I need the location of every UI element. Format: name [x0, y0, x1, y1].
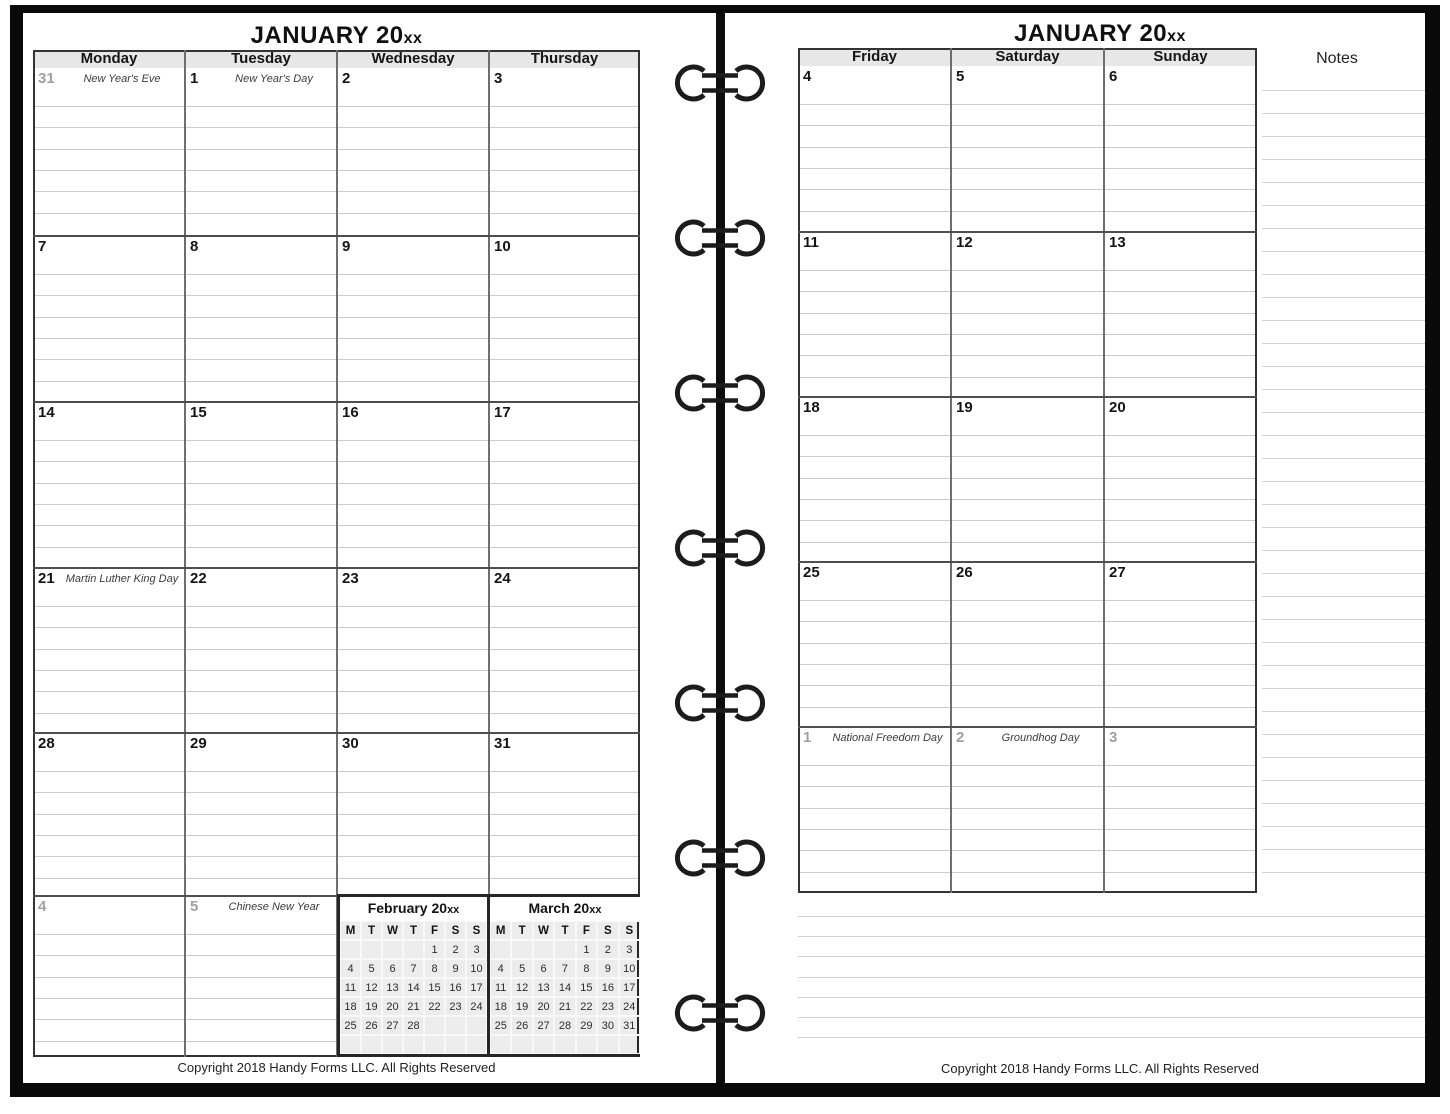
- notes-rule-line: [1262, 872, 1428, 873]
- day-number: 4: [38, 898, 47, 915]
- mini-day-11: 11: [490, 978, 511, 997]
- notes-rule-line: [1262, 136, 1428, 137]
- notes-rule-line: [1262, 435, 1428, 436]
- notes-rule-line: [1262, 366, 1428, 367]
- day-header-tuesday: Tuesday: [185, 50, 337, 68]
- mini-day-6: 6: [382, 959, 403, 978]
- mini-day-header: T: [403, 921, 424, 940]
- mini-day-empty: [511, 1035, 532, 1054]
- binder-ring-icon: [668, 838, 772, 878]
- mini-day-empty: [361, 1035, 382, 1054]
- binder-ring-icon: [668, 683, 772, 723]
- bottom-rule-line: [798, 977, 1428, 978]
- mini-calendar-grid: [490, 921, 640, 1054]
- day-number: 26: [956, 564, 973, 581]
- mini-day-empty: [340, 1035, 361, 1054]
- day-number: 30: [342, 735, 359, 752]
- mini-day-14: 14: [403, 978, 424, 997]
- bottom-rule-line: [798, 1017, 1428, 1018]
- day-cell-1: [798, 727, 951, 893]
- mini-day-empty: [382, 1035, 403, 1054]
- day-cell-14: [33, 402, 185, 568]
- mini-calendar-march: [487, 897, 640, 1054]
- bottom-rule-line: [798, 936, 1428, 937]
- left-copyright: Copyright 2018 Handy Forms LLC. All Rights Reserved: [177, 1060, 496, 1075]
- mini-day-30: 30: [597, 1016, 618, 1035]
- notes-rule-line: [1262, 504, 1428, 505]
- mini-day-header: F: [424, 921, 445, 940]
- notes-rule-line: [1262, 297, 1428, 298]
- mini-day-23: 23: [445, 997, 466, 1016]
- notes-rule-line: [1262, 458, 1428, 459]
- day-cell-23: [337, 568, 489, 733]
- holiday-label: Chinese New Year: [228, 901, 320, 913]
- mini-day-19: 19: [361, 997, 382, 1016]
- day-header-sunday: Sunday: [1104, 48, 1257, 66]
- mini-day-13: 13: [533, 978, 554, 997]
- notes-rule-line: [1262, 412, 1428, 413]
- binder-ring-icon: [668, 993, 772, 1033]
- mini-day-empty: [466, 1035, 487, 1054]
- mini-day-21: 21: [554, 997, 575, 1016]
- mini-day-1: 1: [424, 940, 445, 959]
- mini-day-28: 28: [554, 1016, 575, 1035]
- mini-day-27: 27: [533, 1016, 554, 1035]
- binder-ring-icon: [668, 373, 772, 413]
- mini-day-empty: [554, 940, 575, 959]
- mini-day-header: S: [619, 921, 640, 940]
- mini-calendar-title: March 20xx: [490, 897, 640, 921]
- mini-day-4: 4: [490, 959, 511, 978]
- notes-rule-line: [1262, 205, 1428, 206]
- bottom-rule-line: [798, 916, 1428, 917]
- day-number: 14: [38, 404, 55, 421]
- day-number: 1: [190, 70, 199, 87]
- day-number: 4: [803, 68, 812, 85]
- day-header-wednesday: Wednesday: [337, 50, 489, 68]
- notes-rule-line: [1262, 320, 1428, 321]
- notes-rule-line: [1262, 665, 1428, 666]
- day-cell-13: [1104, 232, 1257, 397]
- day-cell-29: [185, 733, 337, 896]
- day-cell-11: [798, 232, 951, 397]
- mini-day-2: 2: [445, 940, 466, 959]
- day-cell-27: [1104, 562, 1257, 727]
- mini-day-18: 18: [340, 997, 361, 1016]
- bottom-rule-line: [798, 956, 1428, 957]
- day-header-thursday: Thursday: [489, 50, 640, 68]
- mini-day-28: 28: [403, 1016, 424, 1035]
- mini-day-20: 20: [533, 997, 554, 1016]
- day-cell-7: [33, 236, 185, 402]
- mini-day-header: W: [533, 921, 554, 940]
- day-cell-25: [798, 562, 951, 727]
- mini-day-12: 12: [511, 978, 532, 997]
- notes-rule-line: [1262, 90, 1428, 91]
- mini-day-empty: [576, 1035, 597, 1054]
- notes-rule-line: [1262, 688, 1428, 689]
- day-cell-17: [489, 402, 640, 568]
- day-cell-8: [185, 236, 337, 402]
- day-cell-22: [185, 568, 337, 733]
- mini-day-10: 10: [619, 959, 640, 978]
- mini-day-25: 25: [340, 1016, 361, 1035]
- day-cell-9: [337, 236, 489, 402]
- mini-day-21: 21: [403, 997, 424, 1016]
- day-cell-4: [798, 66, 951, 232]
- mini-day-20: 20: [382, 997, 403, 1016]
- day-number: 2: [956, 729, 965, 746]
- mini-day-empty: [403, 940, 424, 959]
- mini-day-15: 15: [576, 978, 597, 997]
- notes-rule-line: [1262, 711, 1428, 712]
- mini-calendar-title: February 20xx: [340, 897, 487, 921]
- mini-day-22: 22: [424, 997, 445, 1016]
- bottom-rule-line: [798, 1037, 1428, 1038]
- notes-rule-line: [1262, 642, 1428, 643]
- mini-day-header: M: [340, 921, 361, 940]
- mini-day-26: 26: [511, 1016, 532, 1035]
- mini-day-29: 29: [576, 1016, 597, 1035]
- mini-day-24: 24: [466, 997, 487, 1016]
- mini-day-header: S: [445, 921, 466, 940]
- notes-rule-line: [1262, 619, 1428, 620]
- left-title-year: 20: [375, 22, 404, 49]
- mini-day-17: 17: [466, 978, 487, 997]
- holiday-label: New Year's Eve: [83, 73, 161, 85]
- mini-day-empty: [445, 1035, 466, 1054]
- mini-day-header: T: [361, 921, 382, 940]
- day-header-friday: Friday: [798, 48, 951, 66]
- notes-rule-line: [1262, 596, 1428, 597]
- day-number: 3: [494, 70, 503, 87]
- mini-day-empty: [361, 940, 382, 959]
- notes-rule-line: [1262, 343, 1428, 344]
- mini-day-10: 10: [466, 959, 487, 978]
- mini-day-23: 23: [597, 997, 618, 1016]
- notes-rule-line: [1262, 389, 1428, 390]
- day-number: 12: [956, 234, 973, 251]
- notes-rule-line: [1262, 826, 1428, 827]
- mini-day-25: 25: [490, 1016, 511, 1035]
- notes-rule-line: [1262, 550, 1428, 551]
- mini-day-empty: [533, 940, 554, 959]
- day-number: 27: [1109, 564, 1126, 581]
- mini-day-4: 4: [340, 959, 361, 978]
- mini-day-3: 3: [466, 940, 487, 959]
- day-number: 25: [803, 564, 820, 581]
- mini-day-header: T: [511, 921, 532, 940]
- mini-day-8: 8: [576, 959, 597, 978]
- mini-day-empty: [424, 1035, 445, 1054]
- mini-day-empty: [533, 1035, 554, 1054]
- mini-day-7: 7: [554, 959, 575, 978]
- mini-day-empty: [554, 1035, 575, 1054]
- mini-day-header: F: [576, 921, 597, 940]
- day-number: 23: [342, 570, 359, 587]
- mini-day-7: 7: [403, 959, 424, 978]
- mini-day-empty: [490, 940, 511, 959]
- day-cell-1: [185, 68, 337, 236]
- mini-day-9: 9: [597, 959, 618, 978]
- mini-calendar-february: [340, 897, 487, 1054]
- mini-day-header: S: [466, 921, 487, 940]
- day-header-monday: Monday: [33, 50, 185, 68]
- mini-day-header: T: [554, 921, 575, 940]
- mini-day-empty: [340, 940, 361, 959]
- day-cell-15: [185, 402, 337, 568]
- day-number: 13: [1109, 234, 1126, 251]
- day-number: 24: [494, 570, 511, 587]
- mini-day-1: 1: [576, 940, 597, 959]
- right-copyright: Copyright 2018 Handy Forms LLC. All Rights Reserved: [941, 1061, 1259, 1076]
- day-cell-10: [489, 236, 640, 402]
- notes-rule-line: [1262, 734, 1428, 735]
- day-number: 31: [494, 735, 511, 752]
- binder-ring-icon: [668, 218, 772, 258]
- mini-day-19: 19: [511, 997, 532, 1016]
- day-cell-19: [951, 397, 1104, 562]
- binder-ring-icon: [668, 63, 772, 103]
- day-number: 10: [494, 238, 511, 255]
- day-number: 19: [956, 399, 973, 416]
- mini-day-empty: [403, 1035, 424, 1054]
- mini-day-8: 8: [424, 959, 445, 978]
- mini-day-31: 31: [619, 1016, 640, 1035]
- mini-calendar-grid: [340, 921, 487, 1054]
- mini-day-5: 5: [361, 959, 382, 978]
- mini-day-5: 5: [511, 959, 532, 978]
- notes-rule-line: [1262, 274, 1428, 275]
- day-cell-31: [489, 733, 640, 896]
- holiday-label: New Year's Day: [235, 73, 313, 85]
- mini-day-18: 18: [490, 997, 511, 1016]
- day-cell-4: [33, 896, 185, 1057]
- day-cell-20: [1104, 397, 1257, 562]
- day-number: 21: [38, 570, 55, 587]
- notes-rule-line: [1262, 780, 1428, 781]
- notes-rule-line: [1262, 182, 1428, 183]
- mini-day-3: 3: [619, 940, 640, 959]
- day-cell-3: [1104, 727, 1257, 893]
- mini-day-9: 9: [445, 959, 466, 978]
- mini-day-empty: [424, 1016, 445, 1035]
- day-number: 22: [190, 570, 207, 587]
- mini-day-header: S: [597, 921, 618, 940]
- day-cell-28: [33, 733, 185, 896]
- day-number: 29: [190, 735, 207, 752]
- day-cell-12: [951, 232, 1104, 397]
- day-number: 17: [494, 404, 511, 421]
- notes-rule-line: [1262, 803, 1428, 804]
- holiday-label: National Freedom Day: [832, 732, 943, 744]
- mini-day-17: 17: [619, 978, 640, 997]
- day-cell-5: [951, 66, 1104, 232]
- mini-day-empty: [382, 940, 403, 959]
- day-cell-3: [489, 68, 640, 236]
- notes-rule-line: [1262, 573, 1428, 574]
- notes-rule-line: [1262, 113, 1428, 114]
- mini-day-empty: [597, 1035, 618, 1054]
- day-cell-16: [337, 402, 489, 568]
- day-cell-18: [798, 397, 951, 562]
- day-number: 31: [38, 70, 55, 87]
- notes-rule-line: [1262, 251, 1428, 252]
- mini-day-empty: [511, 940, 532, 959]
- notes-rule-line: [1262, 481, 1428, 482]
- day-number: 5: [956, 68, 965, 85]
- notes-rule-line: [1262, 527, 1428, 528]
- mini-day-2: 2: [597, 940, 618, 959]
- day-number: 15: [190, 404, 207, 421]
- day-number: 6: [1109, 68, 1118, 85]
- mini-day-11: 11: [340, 978, 361, 997]
- day-number: 7: [38, 238, 47, 255]
- day-number: 11: [803, 234, 819, 251]
- left-title-year-suffix: xx: [403, 30, 423, 47]
- mini-day-6: 6: [533, 959, 554, 978]
- right-title-month: JANUARY: [1014, 20, 1133, 47]
- mini-day-empty: [490, 1035, 511, 1054]
- day-number: 2: [342, 70, 351, 87]
- day-number: 20: [1109, 399, 1126, 416]
- mini-day-empty: [619, 1035, 640, 1054]
- day-cell-2: [337, 68, 489, 236]
- mini-day-12: 12: [361, 978, 382, 997]
- day-cell-26: [951, 562, 1104, 727]
- right-title-year-suffix: xx: [1167, 28, 1186, 45]
- mini-day-empty: [466, 1016, 487, 1035]
- day-header-saturday: Saturday: [951, 48, 1104, 66]
- mini-day-27: 27: [382, 1016, 403, 1035]
- day-number: 3: [1109, 729, 1118, 746]
- day-number: 9: [342, 238, 351, 255]
- day-cell-24: [489, 568, 640, 733]
- mini-day-14: 14: [554, 978, 575, 997]
- mini-day-13: 13: [382, 978, 403, 997]
- holiday-label: Martin Luther King Day: [65, 573, 179, 585]
- day-number: 16: [342, 404, 359, 421]
- holiday-label: Groundhog Day: [1001, 732, 1080, 744]
- mini-day-empty: [445, 1016, 466, 1035]
- day-cell-30: [337, 733, 489, 896]
- right-title-year: 20: [1139, 20, 1168, 47]
- mini-day-header: W: [382, 921, 403, 940]
- notes-rule-line: [1262, 159, 1428, 160]
- notes-rule-line: [1262, 228, 1428, 229]
- mini-day-15: 15: [424, 978, 445, 997]
- day-number: 18: [803, 399, 820, 416]
- mini-day-header: M: [490, 921, 511, 940]
- mini-day-16: 16: [445, 978, 466, 997]
- notes-rule-line: [1262, 757, 1428, 758]
- day-number: 5: [190, 898, 199, 915]
- binder-ring-icon: [668, 528, 772, 568]
- day-cell-6: [1104, 66, 1257, 232]
- mini-day-26: 26: [361, 1016, 382, 1035]
- day-cell-2: [951, 727, 1104, 893]
- mini-calendar-block: [337, 894, 640, 1057]
- day-number: 1: [803, 729, 812, 746]
- day-number: 28: [38, 735, 55, 752]
- bottom-rule-line: [798, 997, 1428, 998]
- day-cell-5: [185, 896, 337, 1057]
- day-number: 8: [190, 238, 199, 255]
- mini-day-22: 22: [576, 997, 597, 1016]
- left-title-month: JANUARY: [250, 22, 369, 49]
- mini-day-16: 16: [597, 978, 618, 997]
- day-cell-31: [33, 68, 185, 236]
- day-cell-21: [33, 568, 185, 733]
- notes-rule-line: [1262, 849, 1428, 850]
- notes-header: Notes: [1316, 50, 1358, 67]
- mini-day-24: 24: [619, 997, 640, 1016]
